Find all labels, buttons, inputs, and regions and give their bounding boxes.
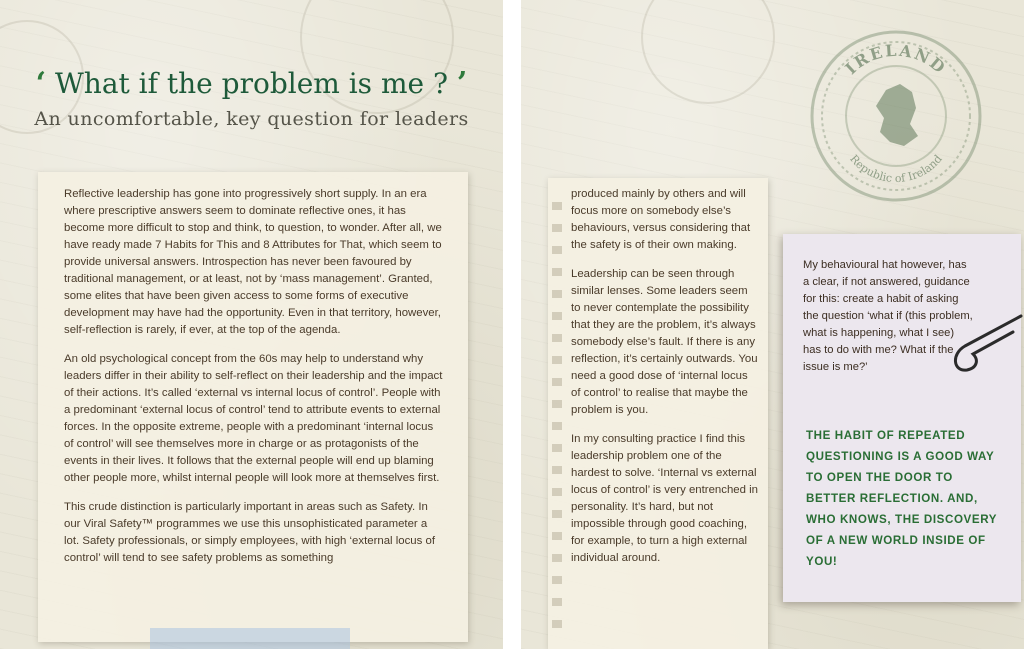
left-article-text <box>64 186 444 579</box>
paragraph: In my consulting practice I find this leadership problem one of the hardest to solve. ‘Internal vs external locus of control’ is very entrenched in personality. It’s hard, but not impossible through good coaching, for example, to turn a high external individual around. <box>571 433 758 564</box>
ireland-stamp <box>808 28 984 204</box>
page-subtitle: An uncomfortable, key question for leaders <box>34 108 469 130</box>
paragraph: Leadership can be seen through similar lenses. Some leaders seem to never contemplate the possibility that they are the problem, it’s always somebody else’s fault. If there is any reflection, it’s certainly outwards. You need a good dose of ‘internal locus of control’ to realise that maybe the problem is you. <box>571 268 758 416</box>
title-open-quote: ‘ <box>35 66 47 101</box>
paragraph: produced mainly by others and will focus more on somebody else’s behaviours, versus considering that the safety is of their own making. <box>571 188 751 251</box>
paragraph: This crude distinction is particularly important in areas such as Safety. In our Viral Safety™ programmes we use this unsophisticated parameter a lot. Safety professionals, or simply employees, with high ‘external locus of control’ will tend to see safety problems as something <box>64 501 436 564</box>
paragraph: An old psychological concept from the 60s may help to understand why leaders differ in their ability to self-reflect on their leadership and the impact of their actions. It’s called ‘external vs internal locus of control’. People with a predominant ‘external locus of control’ tend to attribute events to external forces. In the opposite extreme, people with a predominant ‘internal locus of control’ will see themselves more in charge or as protagonists of the events in their lives. It follows that the external people will end up blaming other people more, whilst internal people will look more at themselves first. <box>64 353 443 484</box>
page-title <box>0 66 503 101</box>
paragraph: Reflective leadership has gone into progressively short supply. In an era where prescriptive answers seem to dominate reflective ones, it has become more difficult to stop and think, to question, to wonder. After all, we have ready made 7 Habits for This and 8 Attributes for That, which seem to provide universal answers. Introspection has never been favoured by traditional management, or at least, not by ‘mass management’. Granted, some elites that have been given access to some forms of executive development may have had the opportunity. Even in that territory, however, self-reflection is rarely, if ever, at the top of the agenda. <box>64 188 442 336</box>
title-text: What if the problem is me ? <box>55 67 448 100</box>
paperclip-icon <box>943 302 1023 382</box>
note-callout: THE HABIT OF REPEATED QUESTIONING IS A GOOD WAY TO OPEN THE DOOR TO BETTER REFLECTION. AND, WHO KNOWS, THE DISCOVERY OF A NEW WORLD INSIDE OF YOU! <box>806 429 997 568</box>
note-text: My behavioural hat however, has a clear, if not answered, guidance for this: create a habit of asking the question ‘what if (this problem, what is happening, what I see) has to do with me? What if the issue is me?’ <box>803 259 973 373</box>
compass-decoration-right <box>641 0 775 104</box>
svg-text:Republic of Ireland <box>847 152 945 185</box>
svg-text:IRELAND <box>841 41 950 79</box>
blue-paper-strip <box>150 628 350 649</box>
right-article-text <box>571 186 759 579</box>
stamp-bottom-text: Republic of Ireland <box>847 152 945 186</box>
page-gutter <box>503 0 521 649</box>
ireland-map-icon <box>876 84 918 146</box>
stamp-top-text: IRELAND <box>841 40 951 79</box>
title-close-quote: ’ <box>456 66 468 101</box>
